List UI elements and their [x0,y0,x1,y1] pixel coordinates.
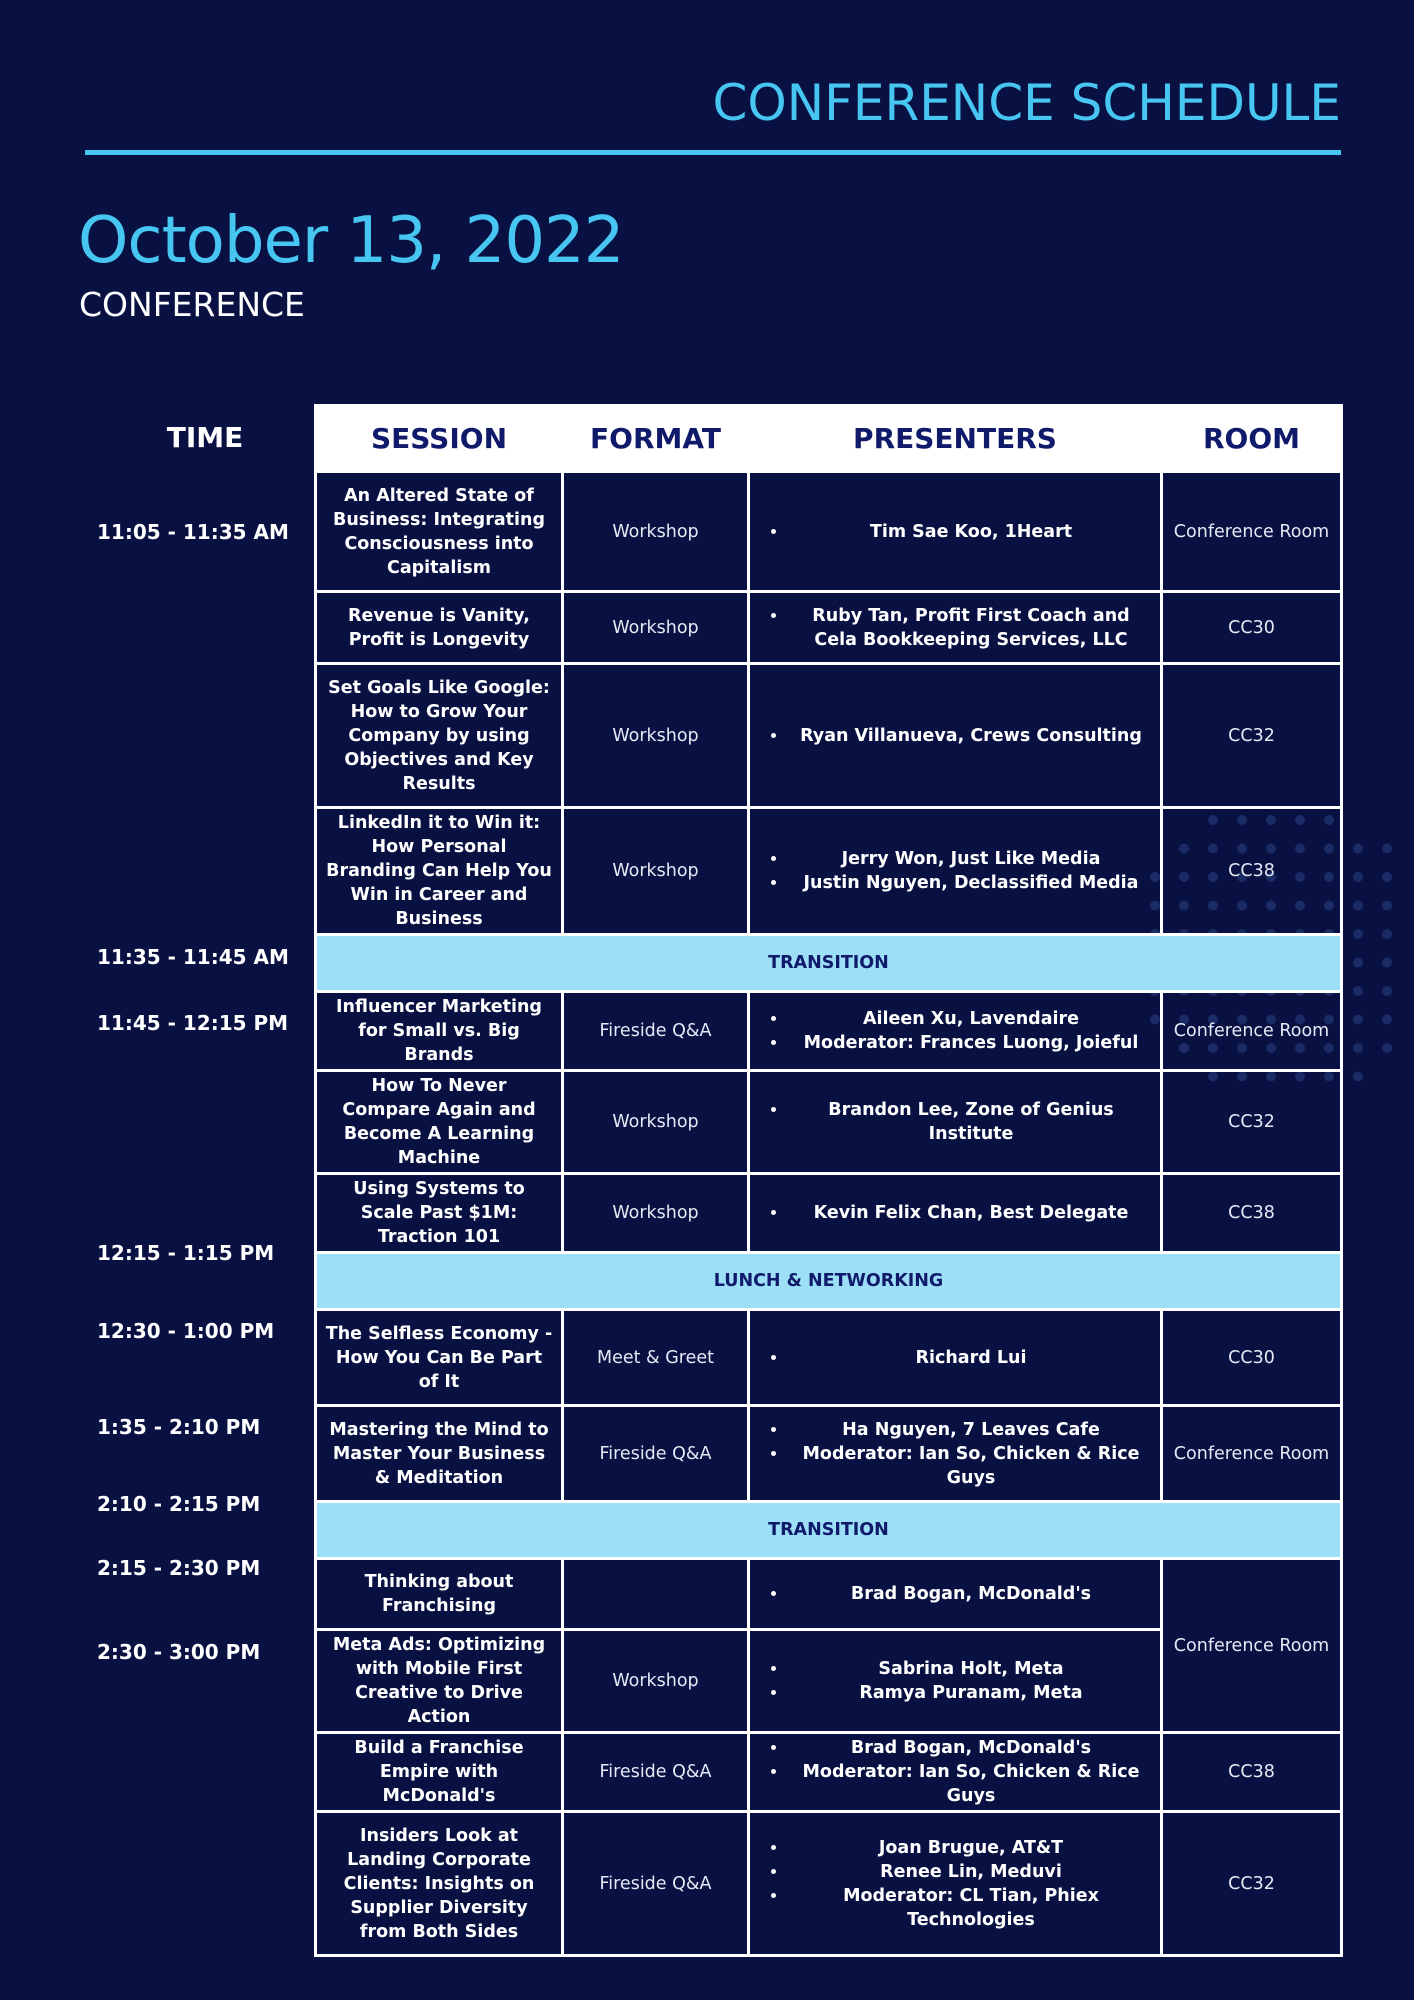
presenter: • Brandon Lee, Zone of Genius Institute [788,1098,1152,1146]
presenter: • Aileen Xu, Lavendaire [788,1007,1152,1031]
session-format: Fireside Q&A [563,1406,749,1502]
presenter: • Joan Brugue, AT&T [788,1836,1152,1860]
time-slot: 12:15 - 1:15 PM [97,1241,275,1265]
time-slot: 2:15 - 2:30 PM [97,1556,261,1580]
presenter: • Justin Nguyen, Declassified Media [788,871,1152,895]
presenter: • Moderator: CL Tian, Phiex Technologies [788,1884,1152,1932]
session-title: LinkedIn it to Win it: How Personal Branding Can Help You Win in Career and Business [316,808,563,935]
presenter: • Brad Bogan, McDonald's [788,1736,1152,1760]
transition-row [316,1502,1342,1559]
presenter: • Moderator: Ian So, Chicken & Rice Guys [788,1760,1152,1808]
session-room: CC38 [1162,1174,1342,1253]
session-format: Fireside Q&A [563,1733,749,1812]
title-divider [85,150,1341,155]
presenter-list [749,1559,1162,1630]
presenter-list [749,1174,1162,1253]
session-format: Fireside Q&A [563,992,749,1071]
presenter-list [749,992,1162,1071]
table-header-row [316,406,1342,472]
presenter: • Jerry Won, Just Like Media [788,847,1152,871]
time-slot: 1:35 - 2:10 PM [97,1415,261,1439]
transition-band: TRANSITION [316,1502,1342,1559]
presenter-list [749,1406,1162,1502]
presenter: • Kevin Felix Chan, Best Delegate [788,1201,1152,1225]
session-title: Insiders Look at Landing Corporate Clients: Insights on Supplier Diversity from Both Sides [316,1812,563,1956]
session-format: Workshop [563,592,749,664]
presenter: • Ha Nguyen, 7 Leaves Cafe [788,1418,1152,1442]
table-row [316,1559,1342,1630]
presenter: • Sabrina Holt, Meta [788,1657,1152,1681]
session-title: Influencer Marketing for Small vs. Big Brands [316,992,563,1071]
table-row [316,664,1342,808]
page-subtitle: CONFERENCE [79,285,305,324]
session-room: CC38 [1162,808,1342,935]
session-format: Workshop [563,664,749,808]
transition-row [316,935,1342,992]
conference-date: October 13, 2022 [78,204,624,278]
presenter-list [749,592,1162,664]
lunch-row [316,1253,1342,1310]
table-row [316,472,1342,592]
session-room: CC38 [1162,1733,1342,1812]
table-row [316,1071,1342,1174]
presenter: • Moderator: Ian So, Chicken & Rice Guys [788,1442,1152,1490]
session-format: Fireside Q&A [563,1812,749,1956]
session-title: An Altered State of Business: Integrating Consciousness into Capitalism [316,472,563,592]
session-room: CC32 [1162,1812,1342,1956]
session-format: Workshop [563,1630,749,1733]
session-title: Meta Ads: Optimizing with Mobile First Creative to Drive Action [316,1630,563,1733]
presenter-list [749,808,1162,935]
session-title: Set Goals Like Google: How to Grow Your Company by using Objectives and Key Results [316,664,563,808]
table-row [316,1174,1342,1253]
presenter-list [749,1071,1162,1174]
time-slot: 11:35 - 11:45 AM [97,945,289,969]
session-format: Meet & Greet [563,1310,749,1406]
presenter: • Brad Bogan, McDonald's [788,1582,1152,1606]
session-format: Workshop [563,472,749,592]
presenter: • Renee Lin, Meduvi [788,1860,1152,1884]
format-column-header: FORMAT [563,406,749,472]
session-title: Revenue is Vanity, Profit is Longevity [316,592,563,664]
lunch-band: LUNCH & NETWORKING [316,1253,1342,1310]
session-room: Conference Room [1162,472,1342,592]
table-row [316,592,1342,664]
session-title: Mastering the Mind to Master Your Business & Meditation [316,1406,563,1502]
session-room: CC30 [1162,592,1342,664]
session-title: The Selfless Economy - How You Can Be Part of It [316,1310,563,1406]
presenter: • Moderator: Frances Luong, Joieful [788,1031,1152,1055]
session-room: Conference Room [1162,1559,1342,1733]
session-room: Conference Room [1162,992,1342,1071]
table-row [316,1310,1342,1406]
session-room: CC30 [1162,1310,1342,1406]
presenter-list [749,1733,1162,1812]
table-row [316,1406,1342,1502]
session-format: Workshop [563,1174,749,1253]
presenter: • Tim Sae Koo, 1Heart [788,520,1152,544]
session-room: CC32 [1162,664,1342,808]
table-row [316,1812,1342,1956]
session-format [563,1559,749,1630]
session-title: Thinking about Franchising [316,1559,563,1630]
presenter-list [749,664,1162,808]
session-format: Workshop [563,808,749,935]
presenter-list [749,1812,1162,1956]
table-row [316,992,1342,1071]
session-format: Workshop [563,1071,749,1174]
presenter: • Ramya Puranam, Meta [788,1681,1152,1705]
transition-band: TRANSITION [316,935,1342,992]
schedule-table [314,404,1343,1957]
session-title: Build a Franchise Empire with McDonald's [316,1733,563,1812]
time-slot: 11:45 - 12:15 PM [97,1011,289,1035]
presenter-list [749,472,1162,592]
presenter: • Richard Lui [788,1346,1152,1370]
presenter-list [749,1310,1162,1406]
presenter: • Ryan Villanueva, Crews Consulting [788,724,1152,748]
session-title: Using Systems to Scale Past $1M: Traction 101 [316,1174,563,1253]
presenter-list [749,1630,1162,1733]
table-row [316,1733,1342,1812]
table-row [316,808,1342,935]
time-slot: 11:05 - 11:35 AM [97,520,289,544]
time-slot: 2:30 - 3:00 PM [97,1640,261,1664]
page-title: CONFERENCE SCHEDULE [712,74,1341,132]
session-column-header: SESSION [316,406,563,472]
presenters-column-header: PRESENTERS [749,406,1162,472]
session-room: CC32 [1162,1071,1342,1174]
session-title: How To Never Compare Again and Become A Learning Machine [316,1071,563,1174]
time-slot: 2:10 - 2:15 PM [97,1492,261,1516]
time-column-header: TIME [166,420,244,454]
session-room: Conference Room [1162,1406,1342,1502]
room-column-header: ROOM [1162,406,1342,472]
time-slot: 12:30 - 1:00 PM [97,1319,275,1343]
presenter: • Ruby Tan, Profit First Coach and Cela Bookkeeping Services, LLC [788,604,1152,652]
